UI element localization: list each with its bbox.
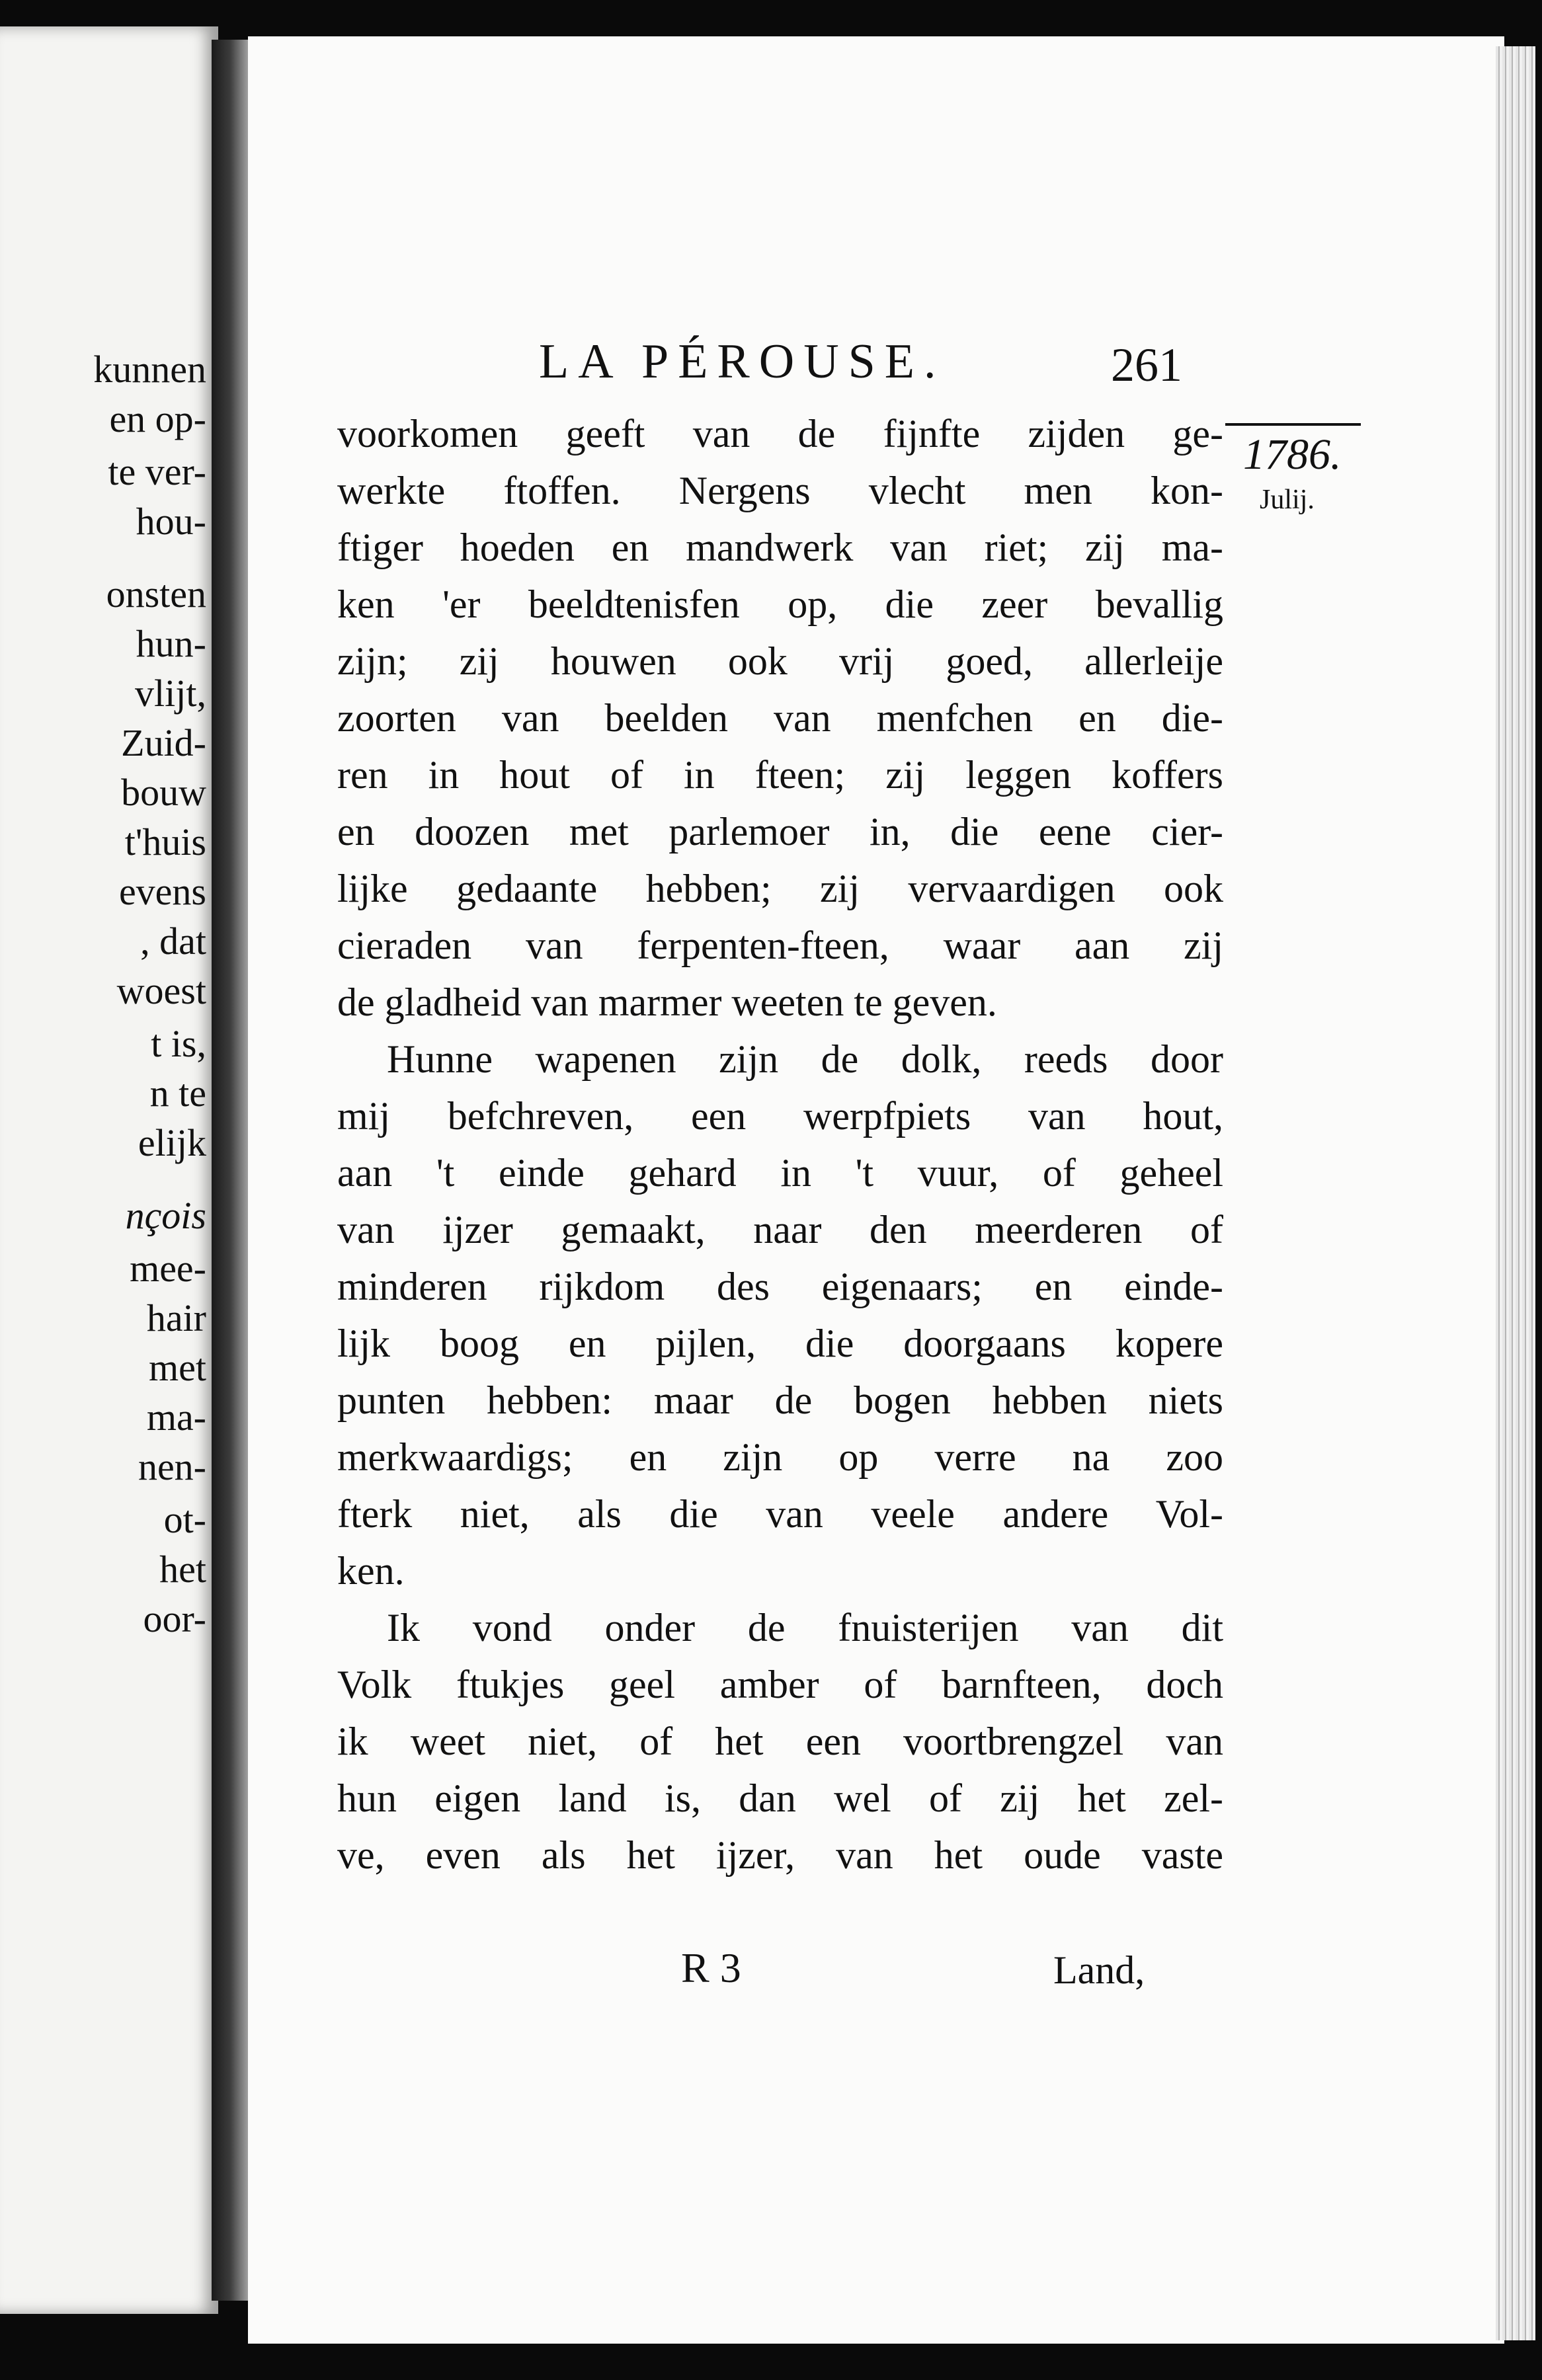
left-page-line: ma- <box>146 1396 206 1439</box>
left-page-line: onsten <box>106 573 206 615</box>
running-title: LA PÉROUSE. <box>539 335 946 389</box>
left-page-line: evens <box>118 870 206 913</box>
left-page-line: hair <box>146 1296 206 1339</box>
left-page-line: ot- <box>163 1498 206 1541</box>
text-line: werkte ftoffen. Nergens vlecht men kon- <box>337 469 1223 512</box>
margin-rule <box>1225 423 1361 426</box>
text-line: de gladheid van marmer weeten te geven. <box>337 980 997 1024</box>
margin-note-month: Julij. <box>1260 485 1315 515</box>
left-page-line: en op- <box>109 397 206 440</box>
left-page-line: elijk <box>138 1121 206 1164</box>
margin-note-year: 1786. <box>1243 430 1342 479</box>
left-page-line: n te <box>149 1072 206 1115</box>
text-line: ken 'er beeldtenisfen op, die zeer bevallig <box>337 582 1223 626</box>
text-line: ve, even als het ijzer, van het oude vaste <box>337 1833 1223 1877</box>
left-page-line: woest <box>116 969 206 1012</box>
text-line: ren in hout of in fteen; zij leggen koffers <box>337 753 1223 797</box>
left-page-line: vlijt, <box>135 672 206 715</box>
text-line: voorkomen geeft van de fijnfte zijden ge- <box>337 412 1223 456</box>
left-page-line: , dat <box>140 920 206 963</box>
text-line: zijn; zij houwen ook vrij goed, allerleije <box>337 639 1223 683</box>
text-line: merkwaardigs; en zijn op verre na zoo <box>337 1435 1223 1479</box>
text-line: aan 't einde gehard in 't vuur, of geheel <box>337 1151 1223 1195</box>
text-line: punten hebben: maar de bogen hebben niets <box>337 1378 1223 1422</box>
text-line: en doozen met parlemoer in, die eene cier- <box>337 810 1223 853</box>
left-page-line: Zuid- <box>121 721 206 764</box>
text-line: ken. <box>337 1549 405 1593</box>
left-page-line: t'huis <box>124 820 206 863</box>
text-line: zoorten van beelden van menfchen en die- <box>337 696 1223 740</box>
text-line: fterk niet, als die van veele andere Vol- <box>337 1492 1223 1536</box>
text-line: Ik vond onder de fnuisterijen van dit <box>387 1606 1223 1649</box>
text-line: ftiger hoeden en mandwerk van riet; zij ma- <box>337 526 1223 569</box>
left-page-line: mee- <box>130 1247 206 1290</box>
text-line: Hunne wapenen zijn de dolk, reeds door <box>387 1037 1223 1081</box>
page-number: 261 <box>1111 338 1182 391</box>
text-line: minderen rijkdom des eigenaars; en einde- <box>337 1265 1223 1308</box>
page-header <box>248 337 1504 390</box>
text-line: lijke gedaante hebben; zij vervaardigen ook <box>337 867 1223 910</box>
text-line: lijk boog en pijlen, die doorgaans kopere <box>337 1322 1223 1365</box>
catchword: Land, <box>1053 1948 1145 1992</box>
left-page-line: t is, <box>151 1022 206 1065</box>
text-line: Volk ftukjes geel amber of barnfteen, doch <box>337 1663 1223 1706</box>
text-line: hun eigen land is, dan wel of zij het zel- <box>337 1776 1223 1820</box>
page-edges <box>1496 46 1535 2340</box>
left-page-line: bouw <box>121 771 206 814</box>
left-page-line: het <box>159 1548 206 1591</box>
left-page-line: hou- <box>136 500 206 543</box>
left-page-line: oor- <box>143 1597 206 1640</box>
text-line: cieraden van ferpenten-fteen, waar aan zij <box>337 924 1223 967</box>
facing-page-left <box>0 26 218 2314</box>
left-page-line: nen- <box>138 1445 206 1488</box>
text-line: van ijzer gemaakt, naar den meerderen of <box>337 1208 1223 1251</box>
book-page <box>248 36 1504 2344</box>
text-line: ik weet niet, of het een voortbrengzel van <box>337 1720 1223 1763</box>
text-line: mij befchreven, een werpfpiets van hout, <box>337 1094 1223 1138</box>
signature-mark: R 3 <box>681 1944 741 1991</box>
left-page-line: hun- <box>136 622 206 665</box>
left-page-line: met <box>149 1346 206 1389</box>
left-page-line: te ver- <box>108 450 206 493</box>
left-page-line: kunnen <box>93 348 206 391</box>
left-page-line: nçois <box>125 1194 206 1237</box>
